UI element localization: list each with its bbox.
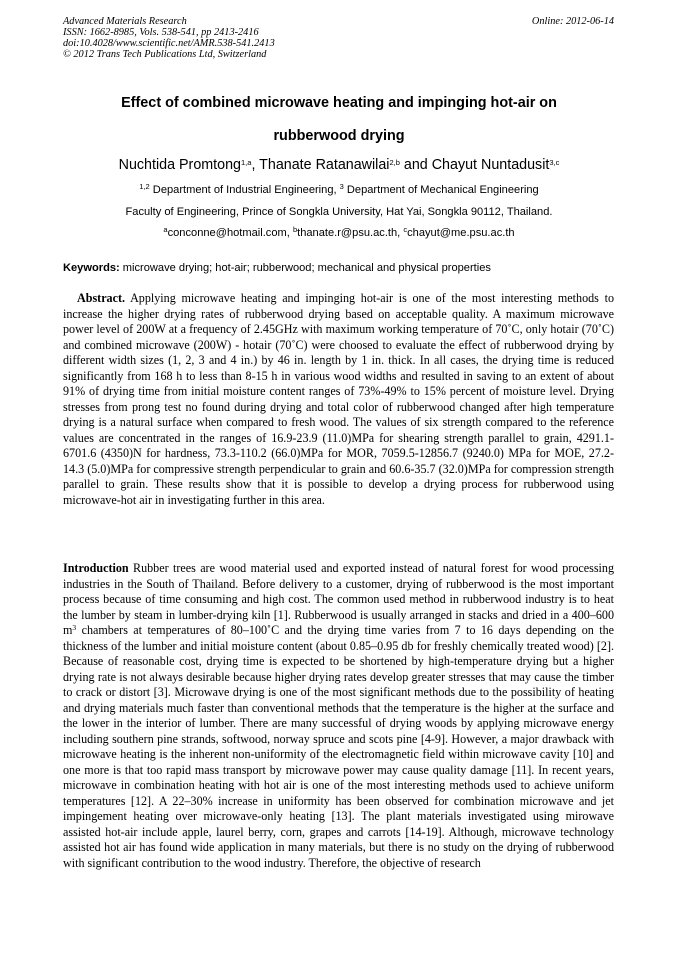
keywords-label: Keywords: xyxy=(63,262,120,274)
affiliation-mark: 3 xyxy=(339,182,344,191)
author-list xyxy=(63,157,615,173)
introduction-text-continued: chambers at temperatures of 80–100˚C and the drying time varies from 7 to 16 days depending on the thickness of the lumber and initial moisture content (about 0.85–0.95 db for freshly chemically treated wood) [2]. Because of reasonable cost, drying time is expected to be shortened by high-temperature drying but a higher drying rate is not always desirable because higher drying rates develop greater stresses that may cause the timber to crack or distort [3]. Microwave drying is one of the most significant methods due to the possibility of heating and drying materials much faster than conventional methods that the temperature is the higher at the surface and the lower in the interior of lumber. There are many successful of drying woods by applying microwave energy including southern pine strands, softwood, norway spruce and scots pine [4-9]. However, a major drawback with microwave heating is the inherent non-uniformity of the electromagnetic field within microwave cavity [10] and one more is that too rapid mass transport by microwave power may cause quality damage [11]. In recent years, microwave in combination heating with hot air is one of the most interesting methods used to achieve uniform temperatures [12]. A 22–30% increase in uniformity has been observed for combination microwave and jet impingement heating over microwave-only heating [13]. The plant materials investigated using mirowave assisted hot-air include apple, laurel berry, corn, grapes and carrots [14-19]. Although, microwave technology assisted hot air has found wide application in many materials, but there is no study on the drying of rubberwood with significant contribution to the wood industry. Therefore, the objective of research xyxy=(63,623,614,870)
paper-title-line-2: rubberwood drying xyxy=(273,128,405,144)
journal-copyright: © 2012 Trans Tech Publications Ltd, Switzerland xyxy=(63,49,267,60)
paper-title-line-1: Effect of combined microwave heating and impinging hot-air on xyxy=(121,95,557,111)
abstract-paragraph xyxy=(63,291,614,508)
author-separator: and xyxy=(399,157,432,173)
introduction-text: Rubber trees are wood material used and exported instead of natural forest for wood processing industries in the South of Thailand. Before delivery to a customer, drying of rubberwood is the most important process because of time consuming and high cost. The common used method in rubberwood industry is to heat the lumber by steam in lumber-drying kiln [1]. Rubberwood is usually arranged in stacks and dried in a 400–600 m xyxy=(63,561,614,637)
affiliation-departments xyxy=(63,184,615,196)
email-link[interactable]: chayut@me.psu.ac.th xyxy=(407,227,515,239)
online-date: Online: 2012-06-14 xyxy=(531,16,614,27)
journal-issn: ISSN: 1662-8985, Vols. 538-541, pp 2413-2416 xyxy=(63,27,259,38)
email-mark: a xyxy=(163,225,168,234)
introduction-paragraph xyxy=(63,561,614,871)
abstract-label: Abstract. xyxy=(77,291,126,305)
keywords xyxy=(63,262,615,274)
author-name: Thanate Ratanawilai xyxy=(259,157,390,173)
author-affiliation-mark: 2,b xyxy=(389,158,400,167)
author-emails xyxy=(63,227,615,239)
affiliation-text: Department of Mechanical Engineering xyxy=(343,184,539,196)
journal-doi: doi:10.4028/www.scientific.net/AMR.538-541.2413 xyxy=(63,38,275,49)
journal-header xyxy=(63,16,275,60)
author-affiliation-mark: 3,c xyxy=(549,158,560,167)
email-mark: c xyxy=(403,225,408,234)
keywords-text: microwave drying; hot-air; rubberwood; mechanical and physical properties xyxy=(119,262,491,274)
author-separator: , xyxy=(251,157,260,173)
affiliation-mark: 1,2 xyxy=(139,182,150,191)
email-mark: b xyxy=(292,225,298,234)
unit-superscript: 3 xyxy=(72,623,77,632)
author-name: Chayut Nuntadusit xyxy=(431,157,550,173)
affiliation-text: Department of Industrial Engineering, xyxy=(149,184,340,196)
introduction-label: Introduction xyxy=(63,561,129,575)
author-name: Nuchtida Promtong xyxy=(118,157,242,173)
affiliation-faculty: Faculty of Engineering, Prince of Songkla University, Hat Yai, Songkla 90112, Thailand. xyxy=(125,206,553,218)
journal-name: Advanced Materials Research xyxy=(63,16,187,27)
abstract-text: Applying microwave heating and impinging hot-air is one of the most interesting methods to increase the higher drying rates of rubberwood drying based on acceptable quality. A maximum microwave power level of 200W at a frequency of 2.45GHz with maximum working temperature of 70˚C, only hotair (70˚C) and combined microwave (200W) - hotair (70˚C) were choosed to evaluate the effect of rubberwood drying by different width sizes (1, 2, 3 and 4 in.) by 46 in. length by 1 in. thick. In all cases, the drying time is reduced significantly from 168 h to less than 8-15 h in various wood widths and resulted in saving to an extent of about 91% of drying time from initial moisture content ranges of 73%-49% to 15% percent of moisture level. Drying stresses from prong test no found during drying and total color of rubberwood changed after high temperature drying is a natural surface when compared to fresh wood. The values of six strength compared to the reference values are concentrated in the ranges of 16.9-23.9 (11.0)MPa for shearing strength parallel to grain, 4291.1-6701.6 (4350)N for hardness, 73.3-110.2 (66.0)MPa for MOR, 7059.5-12856.7 (9240.0) MPa for MOE, 27.2-14.3 (5.0)MPa for compressive strength perpendicular to grain and 60.6-35.7 (32.0)MPa for compression strength parallel to grain. These results show that it is possible to develop a drying process for rubberwood using microwave-hot air in investigating further in this area. xyxy=(63,291,614,507)
author-affiliation-mark: 1,a xyxy=(241,158,252,167)
email-link[interactable]: conconne@hotmail.com, xyxy=(167,227,293,239)
email-link[interactable]: thanate.r@psu.ac.th, xyxy=(297,227,404,239)
